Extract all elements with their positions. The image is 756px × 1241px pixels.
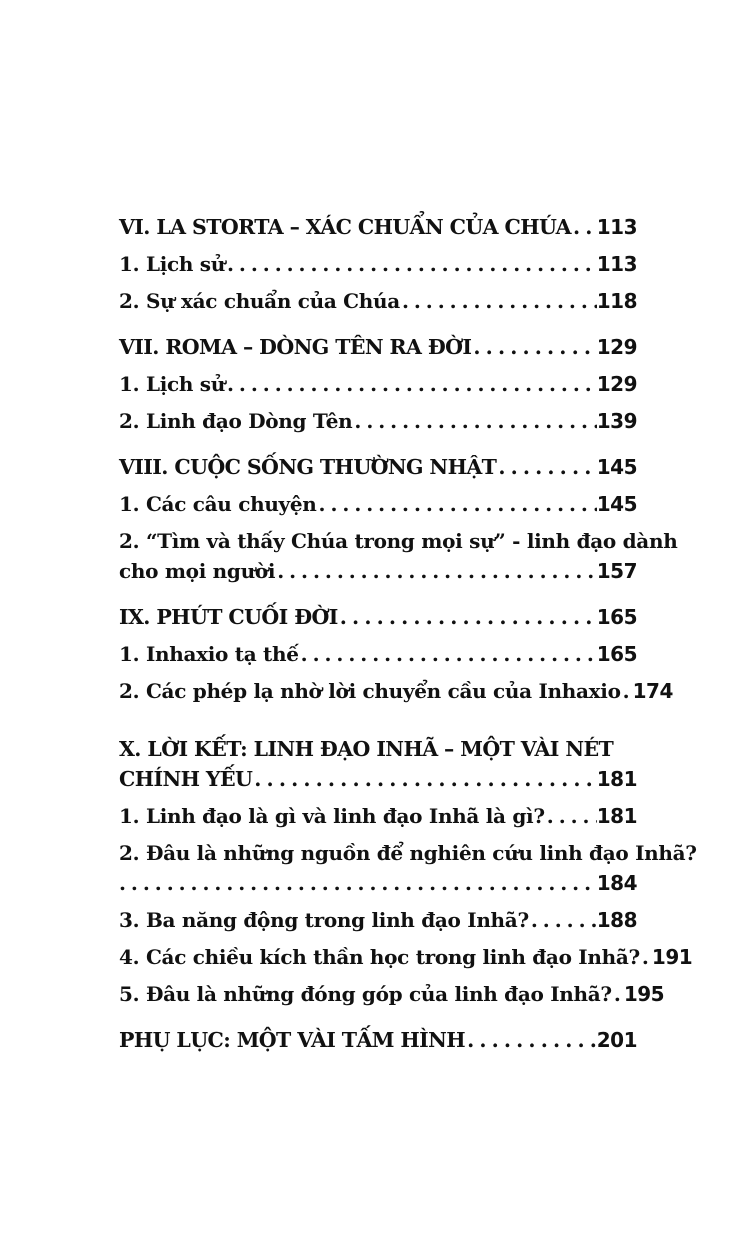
page-number: 181: [596, 804, 637, 828]
toc-chapter-vii[interactable]: [119, 332, 637, 362]
dot-leader: [119, 868, 597, 898]
page-number: 165: [596, 642, 637, 666]
page-number: 139: [596, 409, 637, 433]
page-number: 184: [596, 871, 637, 895]
toc-chapter-ix[interactable]: [119, 602, 637, 632]
page-number: 181: [596, 767, 637, 791]
toc-entry[interactable]: [119, 801, 637, 831]
entry-title: 4. Các chiều kích thần học trong linh đạo Inhã?: [119, 945, 640, 969]
dot-leader: [252, 764, 596, 794]
page-number: 129: [596, 372, 637, 396]
toc-entry[interactable]: [119, 249, 637, 279]
dot-leader: [338, 602, 597, 632]
chapter-title: VI. LA STORTA – XÁC CHUẨN CỦA CHÚA: [119, 215, 571, 239]
toc-entry[interactable]: [119, 406, 637, 436]
entry-title: 2. Linh đạo Dòng Tên: [119, 409, 353, 433]
dot-leader: [571, 212, 597, 242]
entry-title-line1: 2. Đâu là những nguồn để nghiên cứu linh đạo Inhã?: [119, 841, 697, 865]
page-number: 129: [596, 335, 637, 359]
toc-entry[interactable]: [119, 676, 673, 706]
toc-entry-multiline[interactable]: [119, 838, 697, 898]
toc-chapter-viii[interactable]: [119, 452, 637, 482]
dot-leader: [640, 942, 652, 972]
entry-title: 1. Inhaxio tạ thế: [119, 642, 299, 666]
dot-leader: [496, 452, 596, 482]
dot-leader: [621, 676, 633, 706]
toc-entry[interactable]: [119, 905, 637, 935]
toc-entry[interactable]: [119, 489, 637, 519]
entry-title: 2. Sự xác chuẩn của Chúa: [119, 289, 400, 313]
entry-title: 3. Ba năng động trong linh đạo Inhã?: [119, 908, 529, 932]
toc-entry[interactable]: [119, 369, 637, 399]
dot-leader: [352, 406, 596, 436]
page-number: 165: [596, 605, 637, 629]
page-number: 191: [651, 945, 693, 969]
page-number: 174: [632, 679, 673, 703]
entry-title: 1. Các câu chuyện: [119, 492, 317, 516]
entry-title: 5. Đâu là những đóng góp của linh đạo Inhã?: [119, 982, 612, 1006]
chapter-title: PHỤ LỤC: MỘT VÀI TẤM HÌNH: [119, 1028, 466, 1052]
dot-leader: [400, 286, 597, 316]
page-number: 113: [596, 252, 637, 276]
dot-leader: [225, 249, 597, 279]
chapter-title: VII. ROMA – DÒNG TÊN RA ĐỜI: [119, 335, 472, 359]
dot-leader: [225, 369, 597, 399]
toc-entry[interactable]: [119, 942, 693, 972]
toc-chapter-vi[interactable]: [119, 212, 637, 242]
toc-chapter-x[interactable]: [119, 734, 637, 794]
page-number: 157: [596, 559, 637, 583]
entry-title-line1: 2. “Tìm và thấy Chúa trong mọi sự” - linh đạo dành: [119, 529, 678, 553]
chapter-title: VIII. CUỘC SỐNG THƯỜNG NHẬT: [119, 455, 497, 479]
page-number: 145: [596, 492, 637, 516]
page-number: 145: [596, 455, 637, 479]
toc-entry[interactable]: [119, 286, 637, 316]
toc-entry[interactable]: [119, 639, 637, 669]
page-number: 188: [596, 908, 637, 932]
dot-leader: [529, 905, 597, 935]
chapter-title-line1: X. LỜI KẾT: LINH ĐẠO INHÃ – MỘT VÀI NÉT: [119, 737, 614, 761]
entry-title: 1. Lịch sử: [119, 372, 225, 396]
entry-title: 1. Lịch sử: [119, 252, 225, 276]
entry-title: cho mọi người: [119, 559, 276, 583]
toc-entry-multiline[interactable]: [119, 526, 678, 586]
dot-leader: [465, 1025, 597, 1055]
dot-leader: [471, 332, 596, 362]
page-number: 201: [596, 1028, 637, 1052]
dot-leader: [275, 556, 597, 586]
chapter-title: CHÍNH YẾU: [119, 767, 253, 791]
chapter-title: IX. PHÚT CUỐI ĐỜI: [119, 605, 338, 629]
table-of-contents: [119, 212, 697, 1062]
page-number: 118: [596, 289, 637, 313]
page-number: 195: [623, 982, 665, 1006]
page-number: 113: [596, 215, 637, 239]
toc-appendix[interactable]: [119, 1025, 637, 1055]
dot-leader: [299, 639, 597, 669]
dot-leader: [317, 489, 597, 519]
entry-title: 2. Các phép lạ nhờ lời chuyển cầu của Inhaxio: [119, 679, 621, 703]
toc-entry[interactable]: [119, 979, 665, 1009]
entry-title: 1. Linh đạo là gì và linh đạo Inhã là gì?: [119, 804, 545, 828]
dot-leader: [612, 979, 624, 1009]
dot-leader: [545, 801, 597, 831]
